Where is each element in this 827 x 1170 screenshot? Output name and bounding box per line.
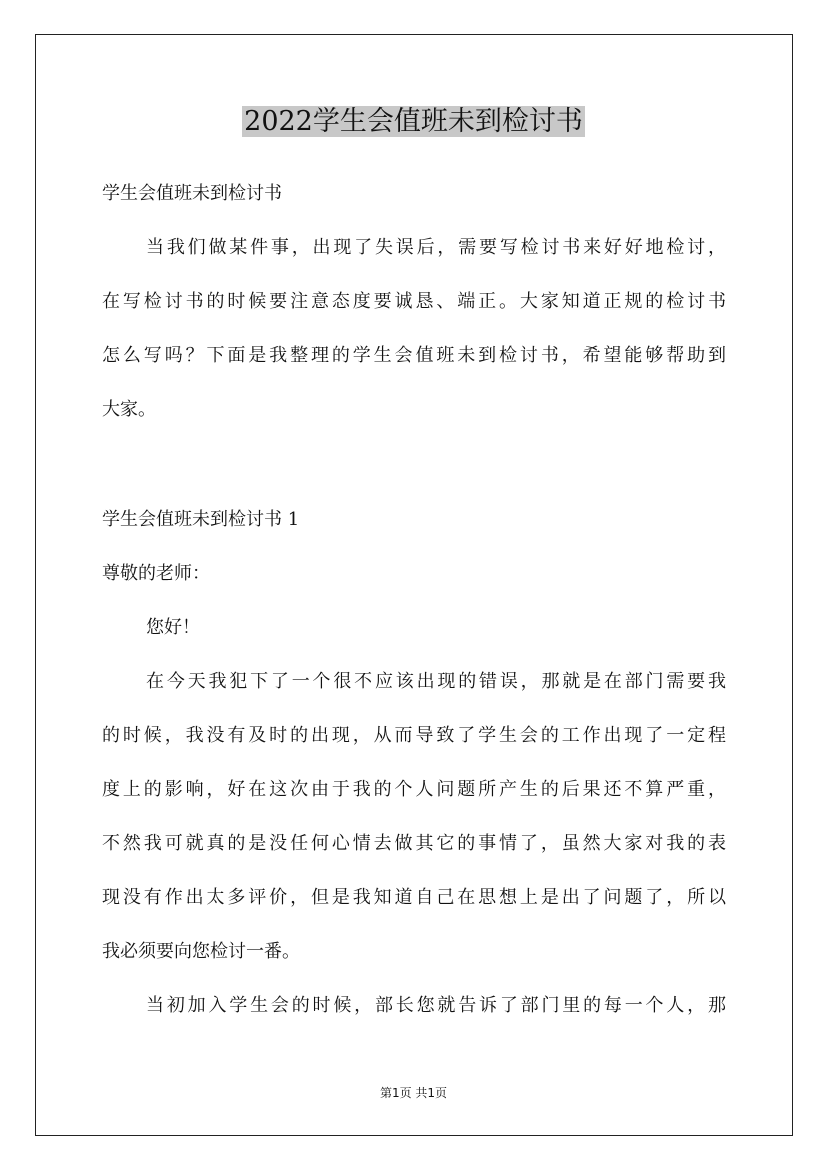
document-title-text: 2022学生会值班未到检讨书: [244, 106, 583, 137]
intro-line-1: 当我们做某件事，出现了失误后，需要写检讨书来好好地检讨，: [146, 237, 726, 258]
greeting: 您好！: [146, 617, 200, 638]
intro-line-3: 怎么写吗？下面是我整理的学生会值班未到检讨书，希望能够帮助到: [102, 345, 726, 366]
paragraph-start-line: 当初加入学生会的时候，部长您就告诉了部门里的每一个人，那: [146, 995, 726, 1016]
body-line-1: 在今天我犯下了一个很不应该出现的错误，那就是在部门需要我: [146, 671, 726, 692]
page-number-footer: 第1页 共1页: [379, 1086, 448, 1100]
section-title: 学生会值班未到检讨书 1: [102, 509, 300, 530]
body-line-6: 我必须要向您检讨一番。: [102, 941, 300, 962]
body-line-2: 的时候，我没有及时的出现，从而导致了学生会的工作出现了一定程: [102, 725, 726, 746]
body-line-4: 不然我可就真的是没任何心情去做其它的事情了，虽然大家对我的表: [102, 833, 726, 854]
intro-line-2: 在写检讨书的时候要注意态度要诚恳、端正。大家知道正规的检讨书: [102, 291, 726, 312]
document-subtitle: 学生会值班未到检讨书: [102, 183, 282, 204]
document-title: [0, 102, 827, 142]
intro-line-4: 大家。: [102, 399, 156, 420]
body-line-5: 现没有作出太多评价，但是我知道自己在思想上是出了问题了，所以: [102, 887, 726, 908]
body-line-3: 度上的影响，好在这次由于我的个人问题所产生的后果还不算严重，: [102, 779, 726, 800]
salutation: 尊敬的老师：: [102, 563, 210, 584]
